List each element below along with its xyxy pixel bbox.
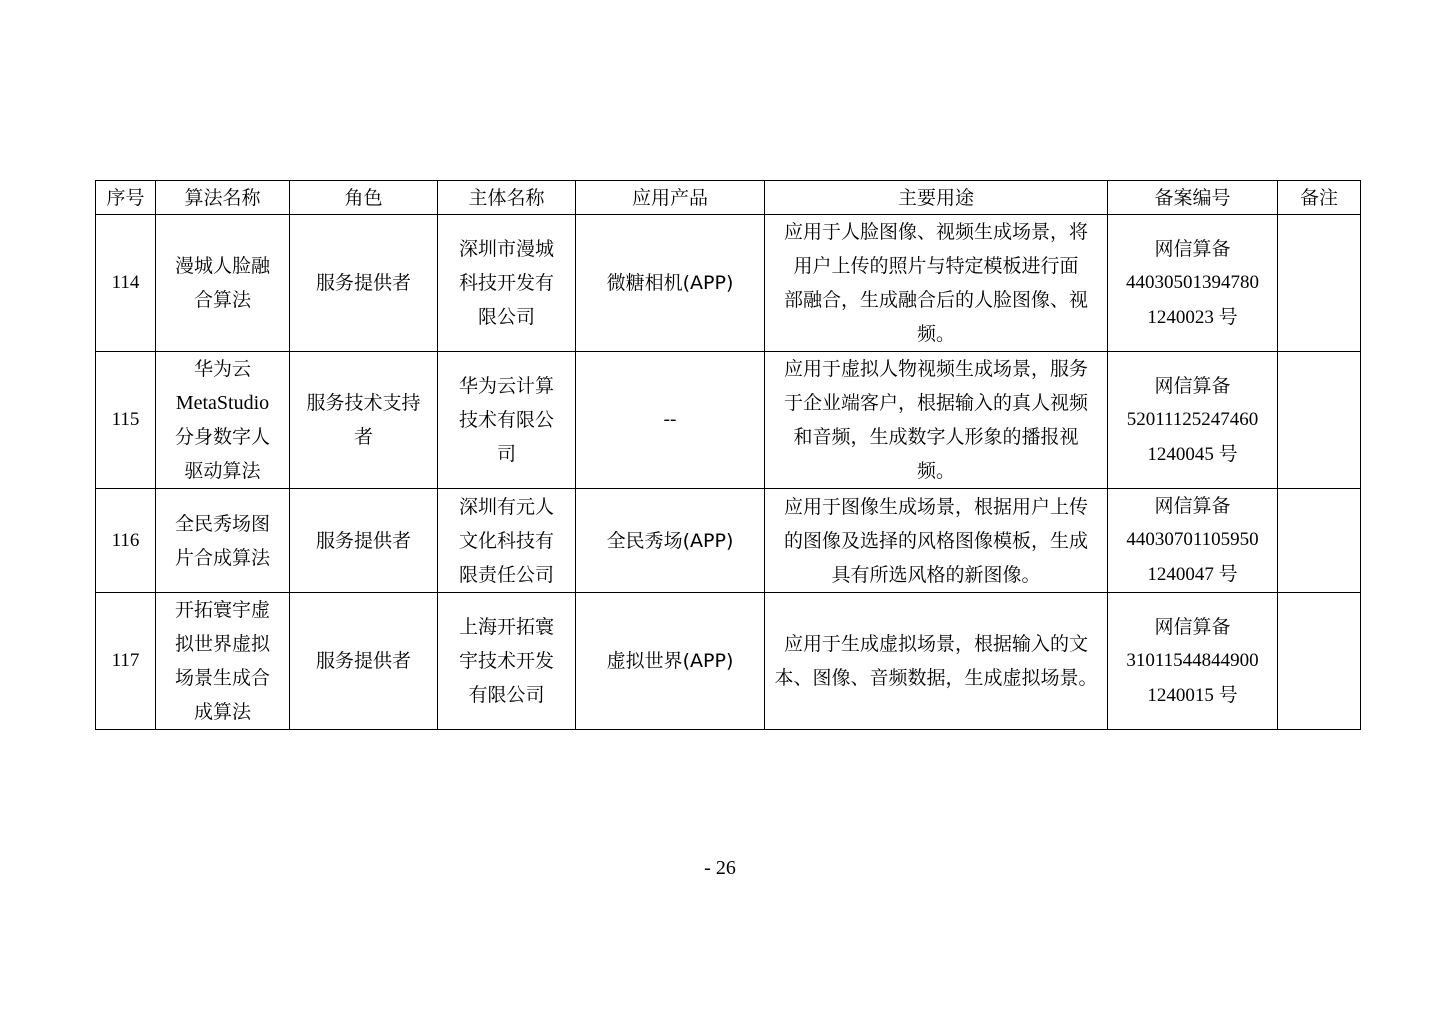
algorithm-name-line: 开拓寰宇虚 bbox=[174, 599, 270, 621]
role-cell bbox=[290, 593, 438, 730]
registration-prefix: 网信算备 bbox=[1154, 615, 1231, 638]
algorithm-name-line: 合算法 bbox=[193, 289, 251, 311]
registration-prefix: 网信算备 bbox=[1154, 374, 1231, 397]
entity-name-line: 深圳有元人 bbox=[458, 495, 554, 518]
algorithm-name-line: 漫城人脸融 bbox=[174, 255, 270, 277]
registration-suffix: 号 bbox=[1218, 442, 1238, 465]
entity-name-line: 文化科技有 bbox=[458, 529, 554, 552]
registration-number: 44030501394780 bbox=[1126, 271, 1259, 293]
registration-number: 44030701105950 bbox=[1126, 529, 1259, 550]
header-registration-number: 备案编号 bbox=[1108, 181, 1278, 215]
row-number: 114 bbox=[96, 215, 156, 352]
main-use-line: 具有所选风格的新图像。 bbox=[831, 563, 1041, 586]
main-use-cell bbox=[765, 352, 1108, 489]
registration-number-cell bbox=[1108, 215, 1278, 352]
table-header-row bbox=[96, 181, 1361, 215]
role-cell bbox=[290, 352, 438, 489]
remark-cell bbox=[1278, 352, 1361, 489]
application-product-cell: 微糖相机(APP) bbox=[576, 215, 765, 352]
main-use-line: 频。 bbox=[916, 323, 955, 345]
main-use-line: 本、图像、音频数据，生成虚拟场景。 bbox=[774, 667, 1098, 689]
algorithm-name-line: 片合成算法 bbox=[174, 546, 270, 569]
entity-name-line: 华为云计算 bbox=[458, 375, 554, 397]
application-product-cell: 全民秀场(APP) bbox=[576, 489, 765, 593]
entity-name-line: 上海开拓寰 bbox=[458, 616, 554, 638]
remark-cell bbox=[1278, 215, 1361, 352]
entity-name-line: 有限公司 bbox=[468, 684, 545, 706]
registration-tail: 1240045 bbox=[1147, 443, 1214, 465]
main-use-line: 应用于虚拟人物视频生成场景，服务 bbox=[783, 358, 1088, 380]
algorithm-name-cell bbox=[156, 593, 290, 730]
main-use-line: 频。 bbox=[916, 460, 955, 482]
main-use-line: 部融合，生成融合后的人脸图像、视 bbox=[783, 289, 1088, 311]
role-line: 服务提供者 bbox=[315, 272, 411, 294]
role-cell bbox=[290, 489, 438, 593]
header-remark: 备注 bbox=[1278, 181, 1361, 215]
registration-number: 31011544844900 bbox=[1126, 649, 1259, 671]
algorithm-name-line: MetaStudio bbox=[175, 392, 270, 414]
main-use-line: 的图像及选择的风格图像模板，生成 bbox=[783, 529, 1088, 552]
header-role: 角色 bbox=[290, 181, 438, 215]
role-line: 服务技术支持 bbox=[306, 392, 421, 414]
row-number: 115 bbox=[96, 352, 156, 489]
remark-cell bbox=[1278, 489, 1361, 593]
table-row bbox=[96, 489, 1361, 593]
algorithm-name-cell bbox=[156, 489, 290, 593]
entity-name-cell bbox=[438, 489, 576, 593]
algorithm-registry-table bbox=[95, 180, 1361, 730]
registration-suffix: 号 bbox=[1218, 305, 1238, 328]
entity-name-cell bbox=[438, 352, 576, 489]
application-product-cell: -- bbox=[576, 352, 765, 489]
algorithm-name-line: 成算法 bbox=[193, 701, 251, 723]
algorithm-name-line: 全民秀场图 bbox=[174, 512, 270, 535]
registration-tail: 1240015 bbox=[1147, 684, 1214, 706]
role-line: 者 bbox=[353, 426, 373, 448]
role-line: 服务提供者 bbox=[315, 529, 411, 552]
entity-name-line: 科技开发有 bbox=[458, 272, 554, 294]
algorithm-name-cell bbox=[156, 215, 290, 352]
row-number: 116 bbox=[96, 489, 156, 593]
main-use-line: 和音频，生成数字人形象的播报视 bbox=[793, 426, 1079, 448]
header-algorithm-name: 算法名称 bbox=[156, 181, 290, 215]
algorithm-name-line: 驱动算法 bbox=[184, 460, 261, 482]
application-product-cell: 虚拟世界(APP) bbox=[576, 593, 765, 730]
algorithm-name-line: 分身数字人 bbox=[174, 426, 270, 448]
registration-number-cell bbox=[1108, 352, 1278, 489]
algorithm-name-line: 拟世界虚拟 bbox=[174, 633, 270, 655]
registration-suffix: 号 bbox=[1218, 683, 1238, 706]
header-application-product: 应用产品 bbox=[576, 181, 765, 215]
main-use-cell bbox=[765, 489, 1108, 593]
registration-suffix: 号 bbox=[1218, 563, 1238, 585]
registration-prefix: 网信算备 bbox=[1154, 237, 1231, 260]
header-entity-name: 主体名称 bbox=[438, 181, 576, 215]
main-use-line: 应用于生成虚拟场景，根据输入的文 bbox=[783, 633, 1088, 655]
header-main-use: 主要用途 bbox=[765, 181, 1108, 215]
registration-tail: 1240047 bbox=[1147, 564, 1214, 585]
entity-name-cell bbox=[438, 215, 576, 352]
main-use-cell bbox=[765, 215, 1108, 352]
main-use-line: 用户上传的照片与特定模板进行面 bbox=[793, 255, 1079, 277]
registration-prefix: 网信算备 bbox=[1154, 495, 1231, 517]
remark-cell bbox=[1278, 593, 1361, 730]
entity-name-line: 限责任公司 bbox=[458, 563, 554, 586]
registration-number: 52011125247460 bbox=[1126, 408, 1259, 430]
main-use-cell bbox=[765, 593, 1108, 730]
page-number: - 26 bbox=[704, 857, 736, 879]
entity-name-line: 宇技术开发 bbox=[458, 650, 554, 672]
main-use-line: 应用于图像生成场景，根据用户上传 bbox=[783, 495, 1088, 518]
registration-number-cell bbox=[1108, 593, 1278, 730]
table-row bbox=[96, 352, 1361, 489]
role-line: 服务提供者 bbox=[315, 650, 411, 672]
algorithm-name-cell bbox=[156, 352, 290, 489]
table-row bbox=[96, 593, 1361, 730]
main-use-line: 于企业端客户，根据输入的真人视频 bbox=[783, 392, 1088, 414]
algorithm-name-line: 华为云 bbox=[193, 358, 251, 380]
entity-name-line: 司 bbox=[496, 443, 516, 465]
entity-name-cell bbox=[438, 593, 576, 730]
entity-name-line: 技术有限公 bbox=[458, 409, 554, 431]
row-number: 117 bbox=[96, 593, 156, 730]
main-use-line: 应用于人脸图像、视频生成场景，将 bbox=[783, 221, 1088, 243]
header-no: 序号 bbox=[96, 181, 156, 215]
role-cell bbox=[290, 215, 438, 352]
entity-name-line: 深圳市漫城 bbox=[458, 238, 554, 260]
algorithm-name-line: 场景生成合 bbox=[174, 667, 270, 689]
registration-tail: 1240023 bbox=[1147, 306, 1214, 328]
table-row bbox=[96, 215, 1361, 352]
entity-name-line: 限公司 bbox=[477, 306, 535, 328]
registration-number-cell bbox=[1108, 489, 1278, 593]
